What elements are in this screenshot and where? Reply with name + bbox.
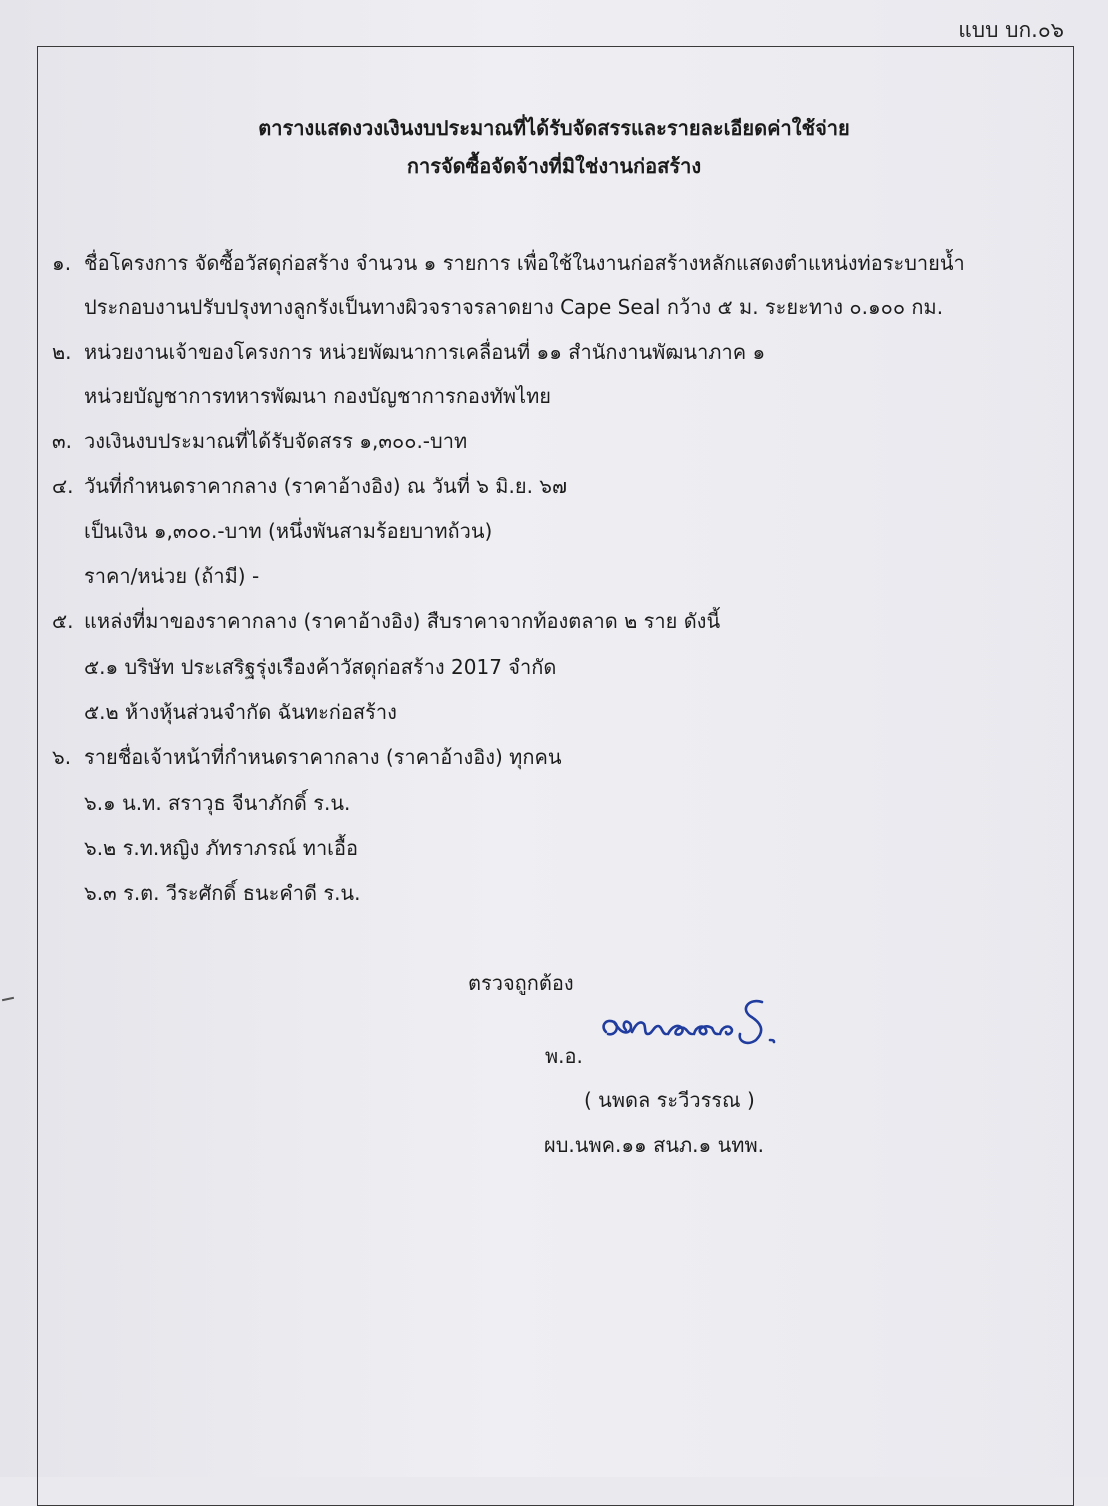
item-5-number: ๕. — [52, 609, 74, 633]
item-6-official-2: ๖.๒ ร.ท.หญิง ภัทราภรณ์ ทาเอื้อ — [84, 836, 359, 860]
item-6-officials-heading: รายชื่อเจ้าหน้าที่กำหนดราคากลาง (ราคาอ้างอิง) ทุกคน — [84, 745, 562, 769]
item-5-price-source: แหล่งที่มาของราคากลาง (ราคาอ้างอิง) สืบราคาจากท้องตลาด ๒ ราย ดังนี้ — [84, 609, 721, 633]
item-4-unit-price: ราคา/หน่วย (ถ้ามี) - — [84, 564, 260, 588]
item-2-owner-unit: หน่วยงานเจ้าของโครงการ หน่วยพัฒนาการเคลื่อนที่ ๑๑ สำนักงานพัฒนาภาค ๑ — [84, 340, 766, 364]
handwritten-signature — [598, 988, 788, 1058]
item-6-number: ๖. — [52, 745, 72, 769]
item-4-number: ๔. — [52, 474, 74, 498]
item-6-official-3: ๖.๓ ร.ต. วีระศักดิ์ ธนะคำดี ร.น. — [84, 881, 361, 905]
item-5-vendor-2: ๕.๒ ห้างหุ้นส่วนจำกัด ฉันทะก่อสร้าง — [84, 700, 397, 724]
item-4-amount: เป็นเงิน ๑,๓๐๐.-บาท (หนึ่งพันสามร้อยบาทถ้วน) — [84, 519, 493, 543]
item-1-project-detail: ประกอบงานปรับปรุงทางลูกรังเป็นทางผิวจราจรลาดยาง Cape Seal กว้าง ๕ ม. ระยะทาง ๐.๑๐๐ กม. — [84, 295, 944, 319]
form-code: แบบ บก.๐๖ — [958, 18, 1064, 42]
document-title: ตารางแสดงวงเงินงบประมาณที่ได้รับจัดสรรและรายละเอียดค่าใช้จ่าย — [258, 116, 850, 140]
certified-label: ตรวจถูกต้อง — [468, 971, 574, 995]
signer-position: ผบ.นพค.๑๑ สนภ.๑ นทพ. — [544, 1133, 764, 1157]
document-subtitle: การจัดซื้อจัดจ้างที่มิใช่งานก่อสร้าง — [406, 154, 702, 178]
item-3-budget: วงเงินงบประมาณที่ได้รับจัดสรร ๑,๓๐๐.-บาท — [84, 429, 468, 453]
item-1-number: ๑. — [52, 251, 72, 275]
item-4-reference-date: วันที่กำหนดราคากลาง (ราคาอ้างอิง) ณ วันที่ ๖ มิ.ย. ๖๗ — [84, 474, 568, 498]
signer-rank: พ.อ. — [545, 1044, 583, 1068]
item-5-vendor-1: ๕.๑ บริษัท ประเสริฐรุ่งเรืองค้าวัสดุก่อสร้าง 2017 จำกัด — [84, 655, 557, 679]
item-1-project-name: ชื่อโครงการ จัดซื้อวัสดุก่อสร้าง จำนวน ๑ รายการ เพื่อใช้ในงานก่อสร้างหลักแสดงตำแหน่งท่อระบายน้ำ — [84, 251, 965, 275]
item-2-owner-command: หน่วยบัญชาการทหารพัฒนา กองบัญชาการกองทัพไทย — [84, 384, 552, 408]
item-6-official-1: ๖.๑ น.ท. สราวุธ จีนาภักดิ์ ร.น. — [84, 791, 351, 815]
item-3-number: ๓. — [52, 429, 73, 453]
item-2-number: ๒. — [52, 340, 72, 364]
signer-name: ( นพดล ระวีวรรณ ) — [584, 1088, 755, 1112]
